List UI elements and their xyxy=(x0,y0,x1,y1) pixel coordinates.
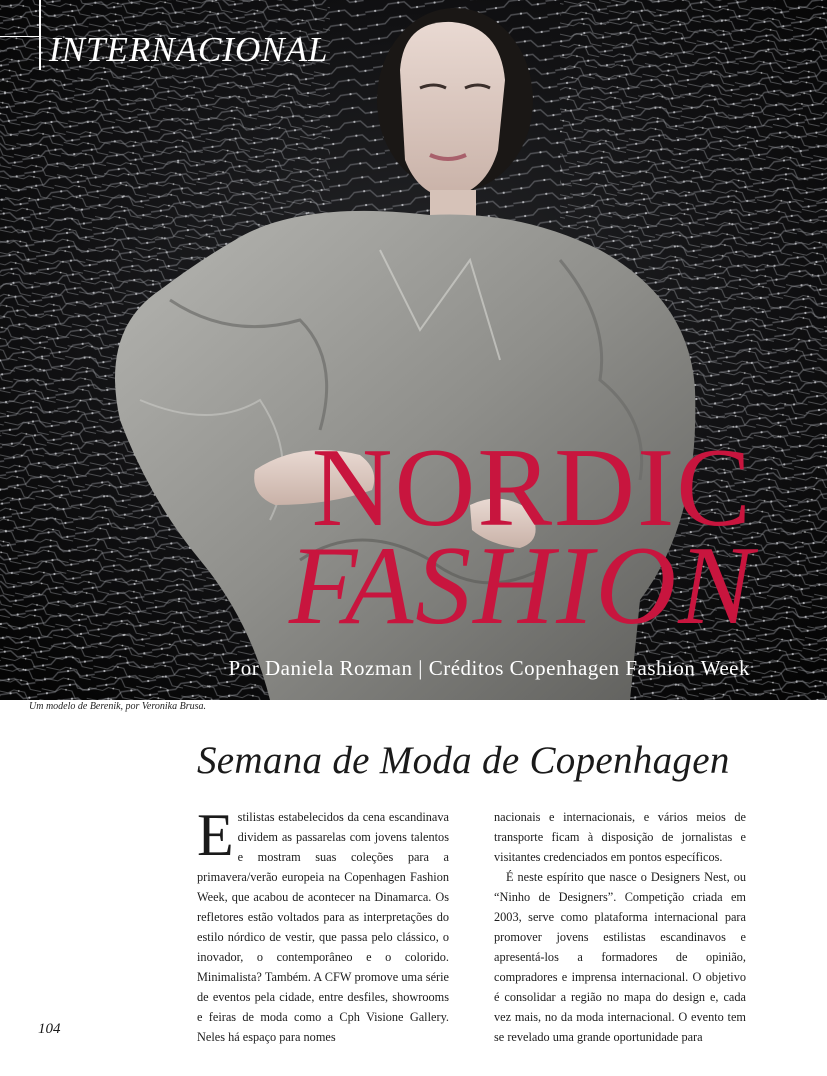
section-tag xyxy=(39,0,329,70)
article-paragraph: É neste espírito que nasce o Designers Nest, ou “Ninho de Designers”. Competição criada em 2003, serve como plataforma internacional para promover jovens estilistas escandinavos e apresentá-los a formadores de opinião, compradores e imprensa internacional. O objetivo é consolidar a região no mapa do design e, cada vez mais, no da moda internacional. O evento tem se revelado uma grande oportunidade para xyxy=(494,870,746,1044)
article-column-right xyxy=(494,807,746,1047)
article-paragraph xyxy=(197,802,449,1047)
page-number: 104 xyxy=(38,1021,61,1037)
article-paragraph: nacionais e internacionais, e vários meios de transporte ficam à disposição de jornalistas e visitantes credenciados em pontos específicos. xyxy=(494,810,746,864)
section-label: INTERNACIONAL xyxy=(49,30,329,69)
article-headline: Semana de Moda de Copenhagen xyxy=(197,739,730,782)
left-column-text: stilistas estabelecidos da cena escandinava dividem as passarelas com jovens talentos e mostram suas coleções para a primavera/verão europeia na Copenhagen Fashion Week, que acabou de acontecer na Dinamarca. Os refletores estão voltados para as interpretações do estilo nórdico de vestir, que passa pelo clássico, o inovador, o contemporâneo e o colorido. Minimalista? Também. A CFW promove uma série de eventos pela cidade, entre desfiles, showrooms e feiras de moda como a Cph Visione Gallery. Neles há espaço para nomes xyxy=(197,810,449,1044)
title-line-1: NORDIC xyxy=(311,426,753,550)
corner-rule xyxy=(0,36,39,37)
title-line-2: FASHION xyxy=(288,524,755,648)
photo-caption: Um modelo de Berenik, por Veronika Brusa. xyxy=(29,701,207,712)
byline: Por Daniela Rozman | Créditos Copenhagen Fashion Week xyxy=(228,656,750,680)
article-column-left xyxy=(197,802,449,1047)
drop-cap: E xyxy=(197,802,234,868)
